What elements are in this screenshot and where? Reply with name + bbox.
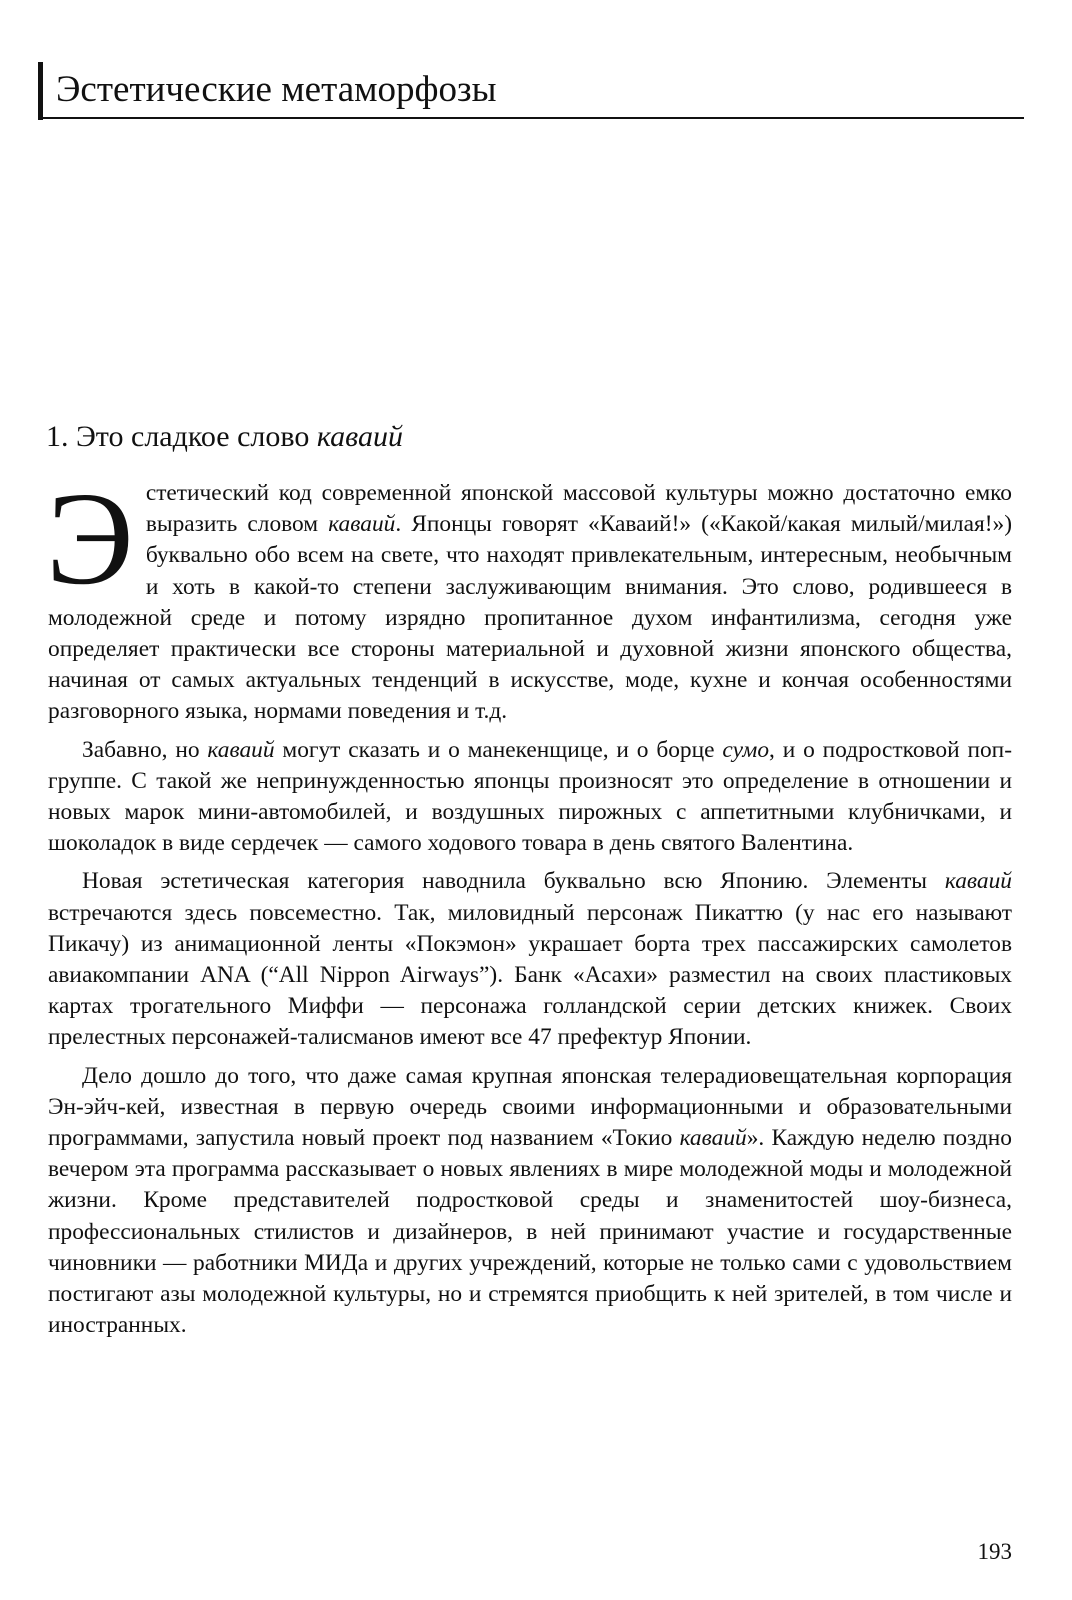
paragraph-2-emphasis-b: сумо bbox=[722, 736, 770, 763]
paragraph-2-text-c: , и о подростковой поп-группе. С такой же непринужденностью японцы произносят это определение в отношении и новых марок мини-автомобилей, и воздушных пирожных с аппетитными клубничками, и шоколадок в виде сердечек — самого ходового товара в день святого Валентина. bbox=[48, 736, 1012, 857]
paragraph-3-text-b: встречаются здесь повсеместно. Так, миловидный персонаж Пикаттю (у нас его называют Пикачу) из анимационной ленты «Покэмон» украшает борта трех пассажирских самолетов авиакомпании ANA (“All Nippon Airways”). Банк «Асахи» разместил на своих пластиковых картах трогательного Миффи — персонажа голландской серии детских книжек. Своих прелестных персонажей-талисманов имеют все 47 префектур Японии. bbox=[48, 899, 1012, 1051]
header-rule bbox=[38, 117, 1024, 119]
paragraph-4-text-b: ». Каждую неделю поздно вечером эта программа рассказывает о новых явлениях в мире молодежной моды и молодежной жизни. Кроме представителей подростковой среды и знаменитостей шоу-бизнеса, профессиональных стилистов и дизайнеров, в ней принимают участие и государственные чиновники — работники МИДа и других учреждений, которые не только сами с удовольствием постигают азы молодежной культуры, но и стремятся приобщить к ней зрителей, в том числе и иностранных. bbox=[48, 1125, 1012, 1339]
paragraph-1-emphasis: каваий bbox=[328, 511, 396, 538]
header-vertical-bar bbox=[38, 62, 43, 120]
paragraph-2-text-b: могут сказать и о манекенщице, и о борце bbox=[274, 736, 723, 763]
section-title-italic: каваий bbox=[316, 420, 403, 453]
paragraph-3-emphasis: каваий bbox=[944, 868, 1012, 895]
paragraph-4-emphasis: каваий bbox=[679, 1125, 747, 1152]
section-heading bbox=[46, 418, 403, 456]
page-number: 193 bbox=[977, 1539, 1012, 1564]
paragraph-2-text-a: Забавно, но bbox=[82, 736, 208, 763]
paragraph-2 bbox=[48, 735, 1012, 860]
paragraph-4-text-a: Дело дошло до того, что даже самая крупная японская телерадиовещательная корпорация Эн-эйч-кей, известная в первую очередь своими информационными и образовательными программами, запустила новый проект под названием «Токио bbox=[48, 1062, 1012, 1152]
paragraph-3 bbox=[48, 866, 1012, 1053]
paragraph-2-emphasis-a: каваий bbox=[207, 736, 275, 763]
running-header-title: Эстетические метаморфозы bbox=[56, 69, 497, 110]
paragraph-1-text-a: стетический код современной японской массовой культуры можно достаточно емко выразить словом bbox=[145, 480, 1012, 538]
section-number: 1. bbox=[46, 420, 69, 453]
drop-cap: Э bbox=[46, 464, 134, 612]
paragraph-1-text-b: . Японцы говорят «Каваий!» («Какой/какая милый/милая!») буквально обо всем на свете, что находят привлекательным, интересным, необычным и хоть в какой-то степени заслуживающим внимания. Это слово, родившееся в молодежной среде и потому изрядно пропитанное духом инфантилизма, сегодня уже определяет практически все стороны материальной и духовной жизни японского общества, начиная от самых актуальных тенденций в искусстве, моде, кухне и кончая особенностями разговорного языка, нормами поведения и т.д. bbox=[48, 511, 1012, 725]
paragraph-3-text-a: Новая эстетическая категория наводнила буквально всю Японию. Элементы bbox=[82, 868, 945, 895]
running-header bbox=[38, 62, 1024, 120]
paragraph-4 bbox=[48, 1061, 1012, 1342]
body-text bbox=[46, 464, 1012, 1348]
section-title-plain: Это сладкое слово bbox=[76, 420, 310, 453]
paragraph-1 bbox=[46, 464, 1012, 728]
